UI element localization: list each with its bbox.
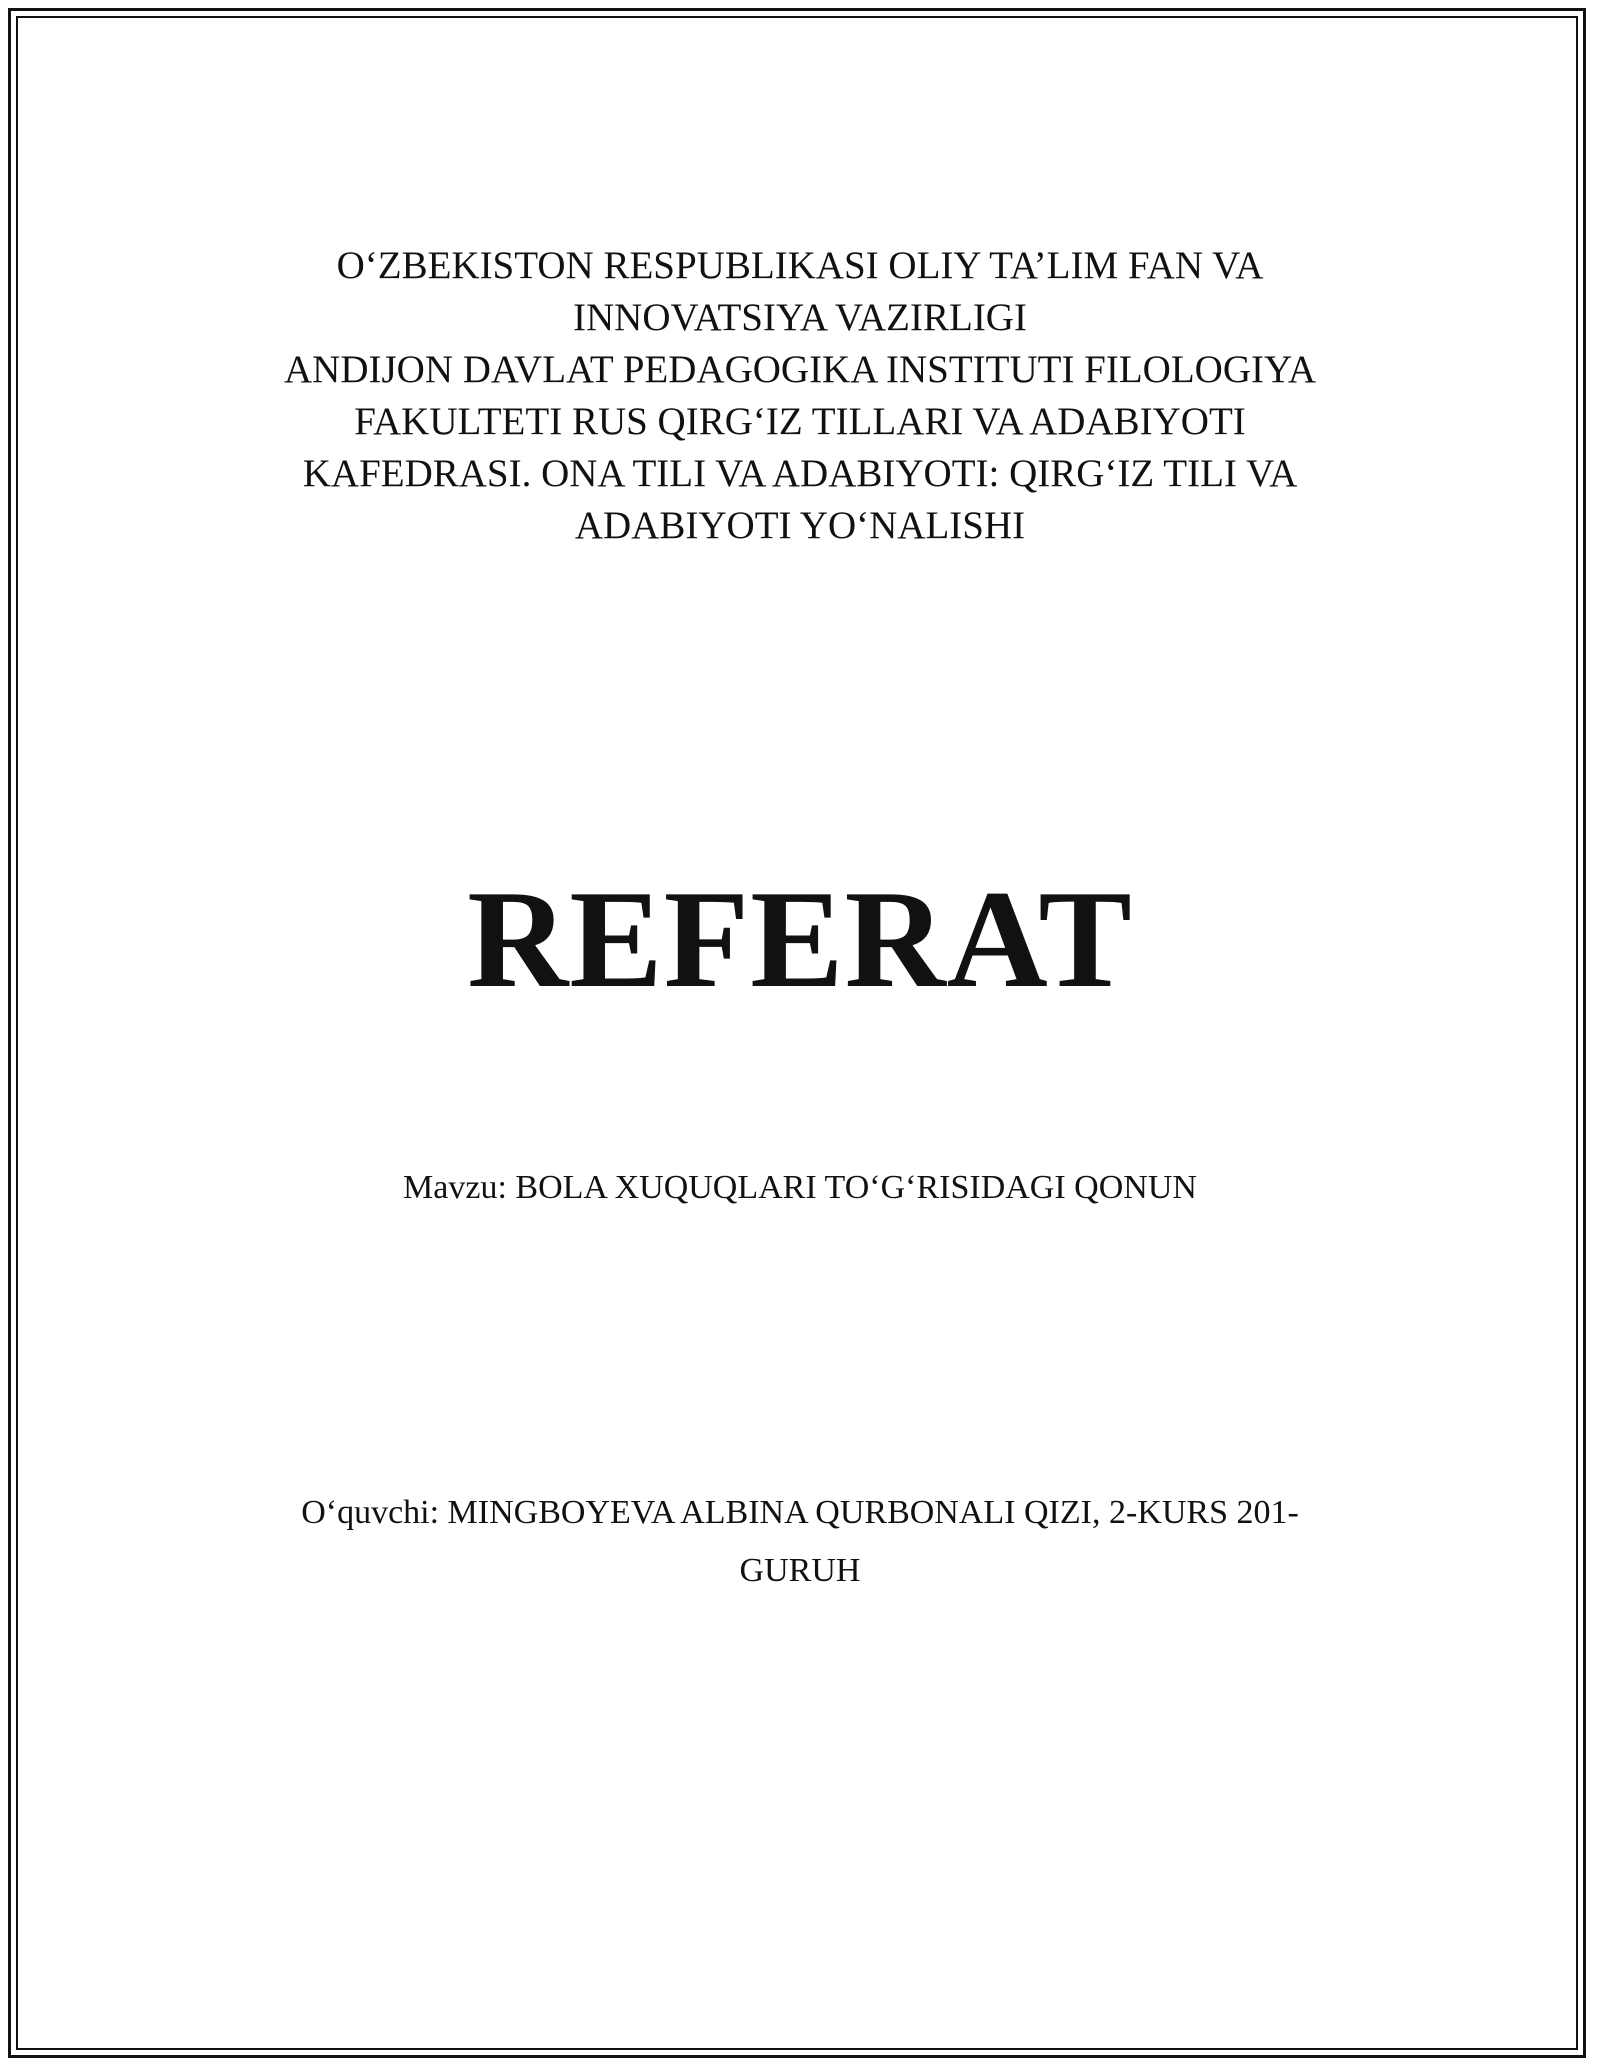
institution-header	[200, 240, 1400, 552]
header-line: ANDIJON DAVLAT PEDAGOGIKA INSTITUTI FILOLOGIYA	[284, 348, 1316, 391]
document-title: REFERAT	[467, 862, 1133, 1017]
header-line: INNOVATSIYA VAZIRLIGI	[573, 296, 1027, 339]
header-line: ADABIYOTI YO‘NALISHI	[574, 504, 1026, 547]
topic-line: Mavzu: BOLA XUQUQLARI TO‘G‘RISIDAGI QONUN	[403, 1169, 1197, 1206]
header-line: O‘ZBEKISTON RESPUBLIKASI OLIY TA’LIM FAN VA	[336, 244, 1264, 287]
student-line: O‘quvchi: MINGBOYEVA ALBINA QURBONALI QIZI, 2-KURS 201-	[301, 1494, 1299, 1531]
student-info	[200, 1484, 1400, 1600]
header-line: FAKULTETI RUS QIRG‘IZ TILLARI VA ADABIYOTI	[354, 400, 1246, 443]
student-line: GURUH	[739, 1552, 861, 1589]
header-line: KAFEDRASI. ONA TILI VA ADABIYOTI: QIRG‘IZ TILI VA	[302, 452, 1298, 495]
